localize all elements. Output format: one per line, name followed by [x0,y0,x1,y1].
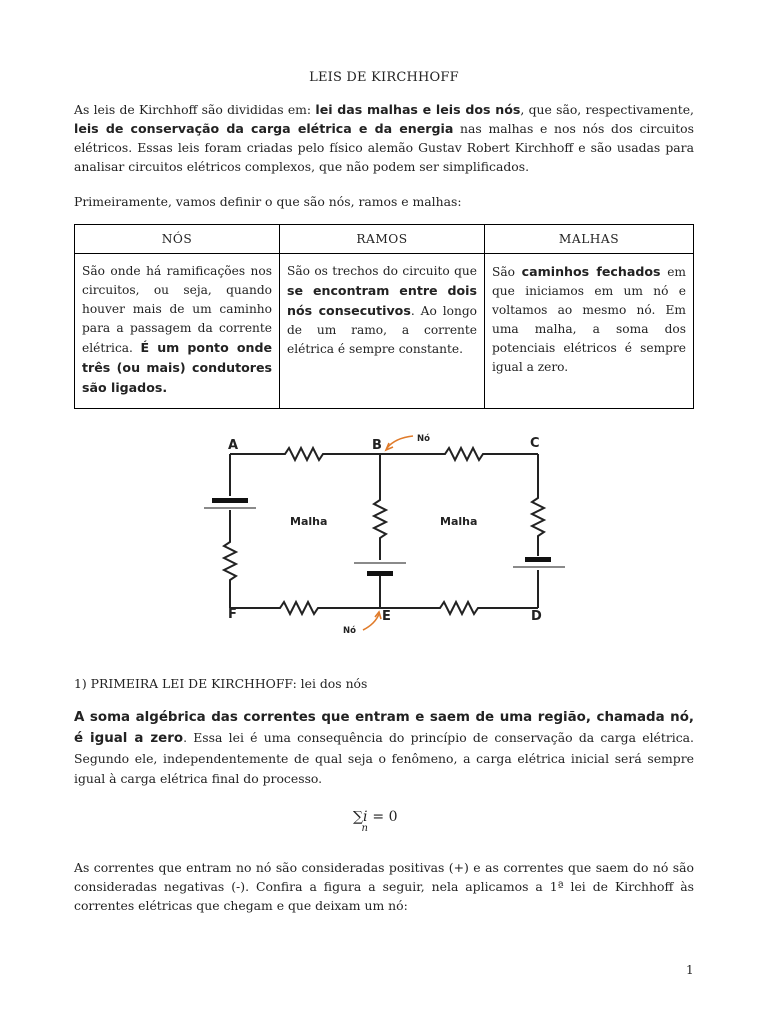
arrow-top-node [387,436,413,448]
resistor-ab [230,448,380,460]
ramos-text-2: . Ao longo de um ramo, a corrente elétrica é sempre constante. [287,304,477,356]
intro-bold-1: lei das malhas e leis dos nós [315,102,521,117]
intro-paragraph [74,100,694,176]
label-malha-right: Malha [440,515,478,528]
law-explanation: . Essa lei é uma consequência do princípio de conservação da carga elétrica. Segundo ele, independentemente de qual seja o fenômeno, a carga elétrica inicial será sempre igual à carga elétrica final do processo. [74,730,694,786]
intro-text-1: As leis de Kirchhoff são divididas em: [74,102,316,117]
formula-rhs: = 0 [367,809,398,825]
malhas-bold: caminhos fechados [521,264,661,279]
law-statement: A soma algébrica das correntes que entram e saem de uma região, chamada nó, é igual a zero [74,710,694,746]
table-header-row [75,225,694,254]
page-title: LEIS DE KIRCHHOFF [309,70,459,85]
battery-right [513,557,565,567]
circuit-wires [224,448,544,614]
resistor-cd [532,454,544,556]
battery-left [204,498,256,508]
label-b: B [372,438,382,453]
label-c: C [530,436,540,451]
label-a: A [228,438,239,453]
formula-variable: i [363,809,368,825]
label-malha-left: Malha [290,515,328,528]
label-d: D [531,609,542,624]
table-row [75,254,694,409]
label-no-top: Nó [417,434,430,444]
malhas-text-2: em que iniciamos em um nó e voltamos ao mesmo nó. Em uma malha, a soma dos potenciais elétricos é sempre igual a zero. [492,265,686,374]
circuit-diagram [195,428,565,638]
kirchhoff-formula [353,809,398,834]
ramos-bold: se encontram entre dois nós consecutivos [287,283,477,318]
arrow-bottom-node [363,614,379,630]
section-title: 1) PRIMEIRA LEI DE KIRCHHOFF: lei dos nós [74,676,368,691]
page-number: 1 [686,963,694,977]
resistor-bc [380,448,538,460]
resistor-ed [380,602,538,614]
cell-malhas [485,254,694,409]
label-f: F [228,607,237,622]
sigma-symbol: ∑ [353,809,363,825]
intro-bold-2: leis de conservação da carga elétrica e da energia [74,121,454,136]
resistor-fe [230,602,380,614]
intro-text-2: , que são, respectivamente, [520,102,694,117]
nos-bold: É um ponto onde três (ou mais) condutores são ligados. [82,340,272,395]
resistor-be [374,454,386,560]
ramos-text-1: São os trechos do circuito que [287,264,477,278]
label-no-bottom: Nó [343,626,356,636]
currents-paragraph: As correntes que entram no nó são consideradas positivas (+) e as correntes que saem do nó são consideradas negativas (-). Confira a figura a seguir, nela aplicamos a 1ª lei de Kirchhoff às correntes elétricas que chegam e que deixam um nó: [74,860,694,913]
header-nos: NÓS [75,225,280,254]
header-malhas: MALHAS [485,225,694,254]
cell-nos [75,254,280,409]
resistor-af [224,510,236,608]
formula-subscript: n [361,823,368,834]
nos-text: São onde há ramificações nos circuitos, ou seja, quando houver mais de um caminho para a passagem da corrente elétrica. [82,264,272,355]
intro-text-3: nas malhas e nos nós dos circuitos elétricos. Essas leis foram criadas pelo físico alemão Gustav Robert Kirchhoff e são usadas para analisar circuitos elétricos complexos, que não podem ser simplificados. [74,121,695,174]
definitions-table [74,224,694,409]
define-paragraph: Primeiramente, vamos definir o que são nós, ramos e malhas: [74,194,462,209]
battery-middle [354,563,406,576]
header-ramos: RAMOS [280,225,485,254]
cell-ramos [280,254,485,409]
malhas-text-1: São [492,265,522,279]
label-e: E [382,609,391,624]
node-arrows [363,436,413,630]
first-law-paragraph [74,707,694,789]
